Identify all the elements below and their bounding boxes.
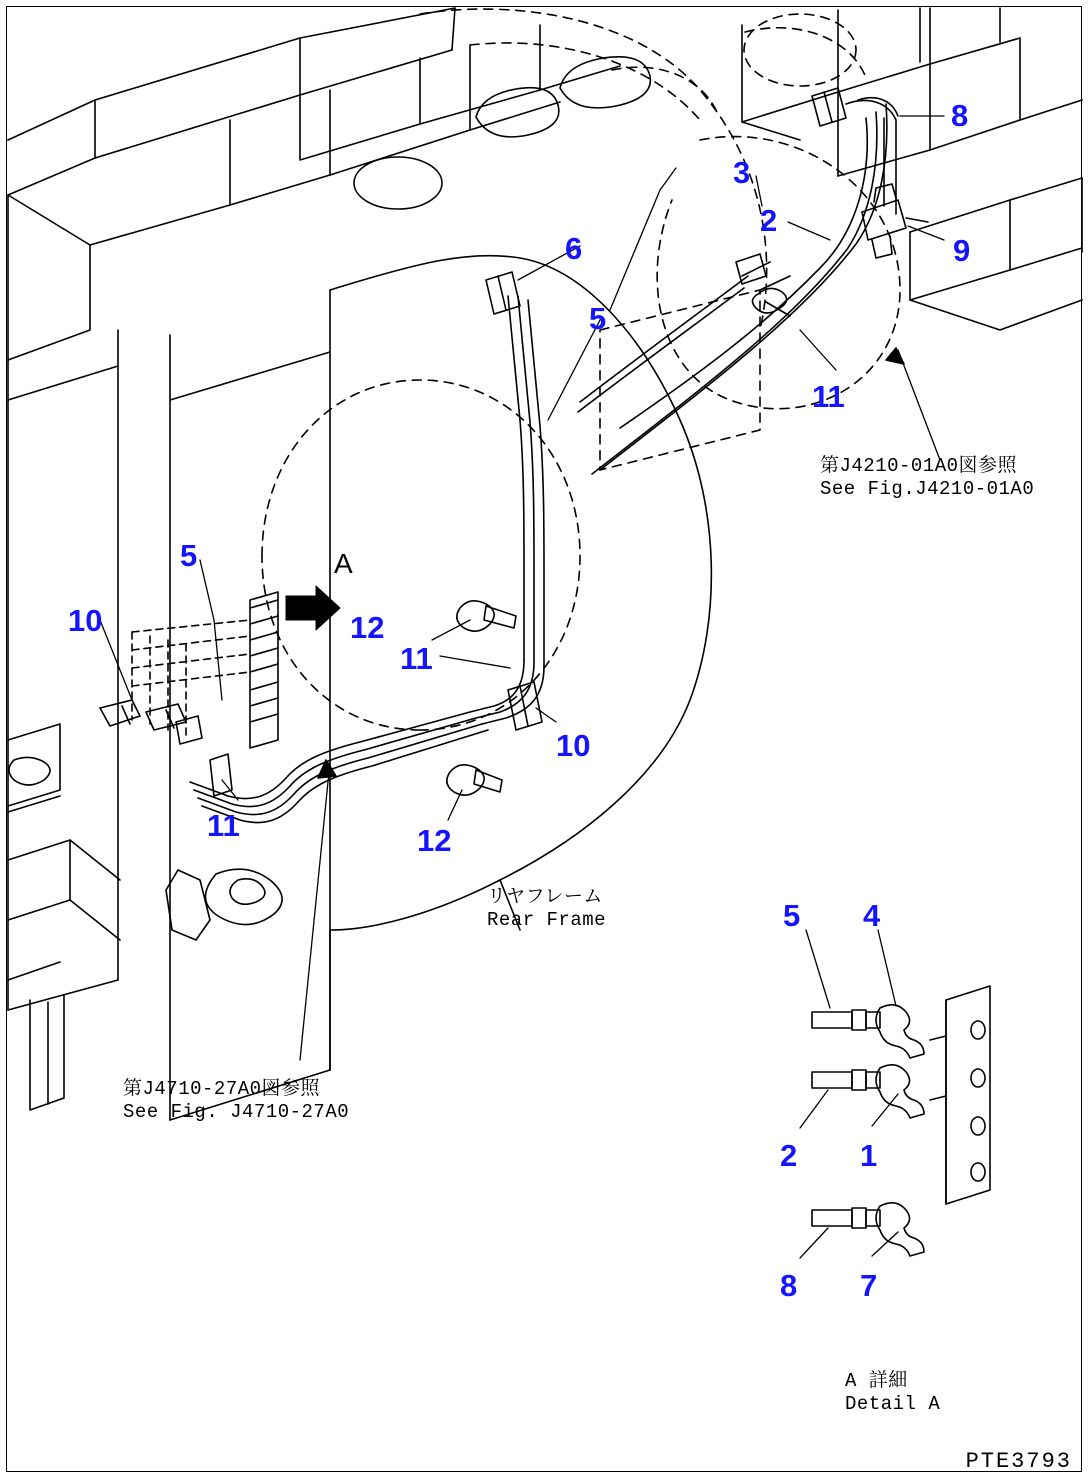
section-letter-a: A <box>334 548 353 579</box>
callout-11-center: 11 <box>400 641 433 676</box>
note-j4210-en: See Fig.J4210-01A0 <box>820 478 1035 500</box>
callout-8-upper-right: 8 <box>951 98 969 133</box>
note-j4210-jp: 第J4210-01A0図参照 <box>820 455 1018 477</box>
label-detail-a-en: Detail A <box>845 1393 941 1415</box>
label-detail-a-jp: A 詳細 <box>845 1370 908 1392</box>
label-rear-frame-en: Rear Frame <box>487 909 607 931</box>
note-j4710-jp: 第J4710-27A0図参照 <box>123 1078 321 1100</box>
note-j4710-en: See Fig. J4710-27A0 <box>123 1101 350 1123</box>
callout-5-left: 5 <box>180 538 198 573</box>
callout-12-upper: 12 <box>350 610 385 645</box>
callout-1-detail: 1 <box>860 1138 878 1173</box>
callout-5-upper: 5 <box>589 301 607 336</box>
callout-5-detail: 5 <box>783 898 801 933</box>
label-rear-frame-jp: リヤフレーム <box>487 886 603 908</box>
callout-7-detail: 7 <box>860 1268 878 1303</box>
callout-9: 9 <box>953 233 971 268</box>
drawing-number: PTE3793 <box>965 1449 1072 1474</box>
callout-2-upper: 2 <box>760 203 778 238</box>
callout-11-lower-left: 11 <box>207 808 240 843</box>
callout-8-detail: 8 <box>780 1268 798 1303</box>
callout-3: 3 <box>733 155 751 190</box>
callout-4-detail: 4 <box>863 898 881 933</box>
callout-10-left: 10 <box>68 603 103 638</box>
callout-11-right: 11 <box>812 379 845 414</box>
callout-6: 6 <box>565 231 583 266</box>
callout-10-right: 10 <box>556 728 591 763</box>
callout-12-lower: 12 <box>417 823 452 858</box>
callout-2-detail: 2 <box>780 1138 798 1173</box>
